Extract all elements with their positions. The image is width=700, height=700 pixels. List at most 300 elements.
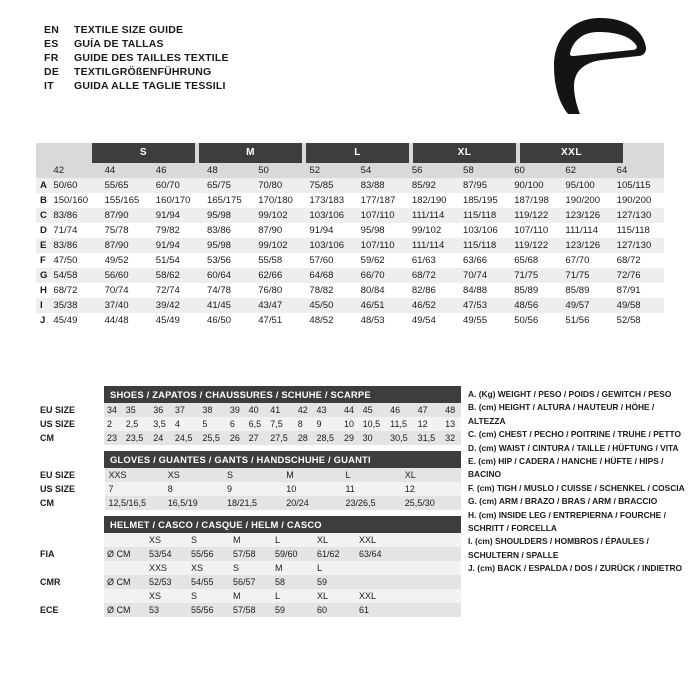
cell: 46/50 <box>203 313 254 328</box>
cell: 71/75 <box>561 268 612 283</box>
measurement-legend <box>468 388 688 576</box>
cell: 46 <box>387 403 415 417</box>
cell: 61/63 <box>408 253 459 268</box>
cell: 20/24 <box>283 496 342 510</box>
cell: 87/91 <box>613 283 664 298</box>
cell: 10 <box>283 482 342 496</box>
cell <box>104 561 146 575</box>
language-row <box>44 80 474 92</box>
cell: 47/53 <box>459 298 510 313</box>
cell: 48/52 <box>305 313 356 328</box>
cell: 55/65 <box>101 178 152 193</box>
cell: 107/110 <box>510 223 561 238</box>
cell: 25,5 <box>199 431 227 445</box>
cell: 85/89 <box>561 283 612 298</box>
cell: 70/74 <box>459 268 510 283</box>
cell: 95/98 <box>357 223 408 238</box>
row-label: CMR <box>36 575 104 589</box>
language-title: GUÍA DE TALLAS <box>74 38 164 50</box>
cell: 55/56 <box>188 603 230 617</box>
cell <box>356 575 398 589</box>
cell: 74/78 <box>203 283 254 298</box>
cell: 58/62 <box>152 268 203 283</box>
size-number: 56 <box>408 163 459 178</box>
cell: 115/118 <box>613 223 664 238</box>
language-title: GUIDE DES TAILLES TEXTILE <box>74 52 229 64</box>
legend-line: D. (cm) WAIST / CINTURA / TAILLE / HÜFTUNG / VITA <box>468 442 679 453</box>
cell: 84/88 <box>459 283 510 298</box>
size-band-spacer <box>36 143 92 163</box>
cell: 30 <box>360 431 388 445</box>
table-row <box>36 208 664 223</box>
cell: 123/126 <box>561 238 612 253</box>
cell: 49/58 <box>613 298 664 313</box>
cell: 53/56 <box>203 253 254 268</box>
row-label: US SIZE <box>36 417 104 431</box>
cell: 83/88 <box>357 178 408 193</box>
cell: 59/62 <box>357 253 408 268</box>
unit-cell: Ø CM <box>104 547 146 561</box>
cell: 12 <box>402 482 461 496</box>
table-row <box>36 313 664 328</box>
cell: 190/200 <box>613 193 664 208</box>
cell: 119/122 <box>510 208 561 223</box>
cell: 87/95 <box>459 178 510 193</box>
cell: 78/82 <box>305 283 356 298</box>
gloves-title: GLOVES / GUANTES / GANTS / HANDSCHUHE / GUANTI <box>104 451 461 468</box>
cell: 30,5 <box>387 431 415 445</box>
row-label: B <box>36 193 49 208</box>
cell: 45/49 <box>49 313 100 328</box>
table-row <box>36 468 461 482</box>
cell: XS <box>165 468 224 482</box>
table-row-head <box>36 533 461 547</box>
head-cell: S <box>188 533 230 547</box>
cell: 87/90 <box>101 208 152 223</box>
cell: 83/86 <box>203 223 254 238</box>
cell: 44/48 <box>101 313 152 328</box>
head-cell: M <box>230 589 272 603</box>
cell: 64/68 <box>305 268 356 283</box>
cell: 41 <box>267 403 295 417</box>
cell: L <box>342 468 401 482</box>
cell: 28,5 <box>313 431 341 445</box>
cell: 13 <box>442 417 461 431</box>
cell <box>104 589 146 603</box>
cell: 87/90 <box>101 238 152 253</box>
cell: 83/86 <box>49 238 100 253</box>
cell: 87/90 <box>254 223 305 238</box>
cell: 72/76 <box>613 268 664 283</box>
cell: 38 <box>199 403 227 417</box>
cell <box>398 589 461 603</box>
cell: 35 <box>123 403 151 417</box>
cell: 105/115 <box>613 178 664 193</box>
row-label: ECE <box>36 603 104 617</box>
cell: 182/190 <box>408 193 459 208</box>
cell: 56/60 <box>101 268 152 283</box>
cell: 5 <box>199 417 227 431</box>
cell: 49/55 <box>459 313 510 328</box>
cell: 61 <box>356 603 398 617</box>
cell: 160/170 <box>152 193 203 208</box>
cell: 111/114 <box>408 238 459 253</box>
row-label <box>36 163 49 178</box>
cell: 3,5 <box>150 417 172 431</box>
cell: 46/51 <box>357 298 408 313</box>
table-row <box>36 575 461 589</box>
cell: 10 <box>341 417 360 431</box>
cell: 75/85 <box>305 178 356 193</box>
cell: 8 <box>295 417 314 431</box>
cell: 45 <box>360 403 388 417</box>
cell: 95/98 <box>203 238 254 253</box>
cell: 103/106 <box>305 238 356 253</box>
language-code: IT <box>44 80 54 92</box>
row-label: CM <box>36 431 104 445</box>
cell: 32 <box>442 431 461 445</box>
cell: 165/175 <box>203 193 254 208</box>
legend-line: A. (Kg) WEIGHT / PESO / POIDS / GEWITCH / PESO <box>468 389 672 399</box>
table-row-size-numbers <box>36 163 664 178</box>
size-band-l: L <box>306 143 409 163</box>
size-number: 58 <box>459 163 510 178</box>
cell: 51/56 <box>561 313 612 328</box>
cell: 48 <box>442 403 461 417</box>
size-number: 46 <box>152 163 203 178</box>
cell: 34 <box>104 403 123 417</box>
cell: 111/114 <box>408 208 459 223</box>
row-label: US SIZE <box>36 482 105 496</box>
table-row <box>36 431 461 445</box>
cell: 54/55 <box>188 575 230 589</box>
cell: 68/72 <box>613 253 664 268</box>
row-label: I <box>36 298 49 313</box>
size-number: 64 <box>613 163 664 178</box>
cell: 48/56 <box>510 298 561 313</box>
cell: 63/64 <box>356 547 398 561</box>
cell: 57/58 <box>230 603 272 617</box>
cell: S <box>224 468 283 482</box>
cell <box>398 603 461 617</box>
cell: 60 <box>314 603 356 617</box>
legend-line: B. (cm) HEIGHT / ALTURA / HAUTEUR / HÖHE / ALTEZZA <box>468 402 655 426</box>
cell: 85/92 <box>408 178 459 193</box>
cell: 177/187 <box>357 193 408 208</box>
cell: 71/74 <box>49 223 100 238</box>
cell: 150/160 <box>49 193 100 208</box>
legend-line: G. (cm) ARM / BRAZO / BRAS / ARM / BRACCIO <box>468 496 658 507</box>
row-label <box>36 589 104 603</box>
cell: 99/102 <box>254 238 305 253</box>
cell: 60/70 <box>152 178 203 193</box>
table-row <box>36 496 461 510</box>
cell: 49/57 <box>561 298 612 313</box>
table-row <box>36 238 664 253</box>
language-code: EN <box>44 24 60 36</box>
cell: XXS <box>105 468 164 482</box>
head-cell: XXS <box>146 561 188 575</box>
cell: 99/102 <box>408 223 459 238</box>
cell: 75/78 <box>101 223 152 238</box>
table-row <box>36 253 664 268</box>
head-cell: M <box>272 561 314 575</box>
cell: 40 <box>246 403 268 417</box>
cell: 79/82 <box>152 223 203 238</box>
cell: 91/94 <box>305 223 356 238</box>
cell: 66/70 <box>357 268 408 283</box>
row-label: H <box>36 283 49 298</box>
size-number: 48 <box>203 163 254 178</box>
shoes-title: SHOES / ZAPATOS / CHAUSSURES / SCHUHE / SCARPE <box>104 386 461 403</box>
cell: 71/75 <box>510 268 561 283</box>
cell: 55/58 <box>254 253 305 268</box>
table-row <box>36 417 461 431</box>
gloves-table <box>36 468 461 510</box>
cell <box>398 575 461 589</box>
size-band-m: M <box>199 143 302 163</box>
cell: 4 <box>172 417 200 431</box>
head-cell: S <box>230 561 272 575</box>
row-label: F <box>36 253 49 268</box>
shoes-table <box>36 403 461 445</box>
cell: 107/110 <box>357 238 408 253</box>
cell: 6,5 <box>246 417 268 431</box>
cell: 111/114 <box>561 223 612 238</box>
cell: 155/165 <box>101 193 152 208</box>
head-cell: S <box>188 589 230 603</box>
size-band-s: S <box>92 143 195 163</box>
cell: 27,5 <box>267 431 295 445</box>
cell: 7 <box>105 482 164 496</box>
language-code: DE <box>44 66 60 78</box>
cell: 11,5 <box>387 417 415 431</box>
cell: 11 <box>342 482 401 496</box>
cell: 2 <box>104 417 123 431</box>
cell: 190/200 <box>561 193 612 208</box>
cell: 12 <box>415 417 443 431</box>
cell: 16,5/19 <box>165 496 224 510</box>
cell: 10,5 <box>360 417 388 431</box>
size-number: 52 <box>305 163 356 178</box>
cell: 47/51 <box>254 313 305 328</box>
legend-line: C. (cm) CHEST / PECHO / POITRINE / TRUHE / PETTO <box>468 429 681 440</box>
cell: 50/56 <box>510 313 561 328</box>
cell: 27 <box>246 431 268 445</box>
head-cell: XL <box>314 533 356 547</box>
cell: 53/54 <box>146 547 188 561</box>
cell: 65/75 <box>203 178 254 193</box>
helmet-block <box>36 516 461 617</box>
cell: 55/56 <box>188 547 230 561</box>
size-number: 50 <box>254 163 305 178</box>
cell: 46/52 <box>408 298 459 313</box>
cell: 59 <box>272 603 314 617</box>
language-title: TEXTILGRÖßENFÜHRUNG <box>74 66 212 78</box>
cell: 107/110 <box>357 208 408 223</box>
cell: 23,5 <box>123 431 151 445</box>
size-number: 60 <box>510 163 561 178</box>
cell: 115/118 <box>459 208 510 223</box>
cell: 76/80 <box>254 283 305 298</box>
cell: 24 <box>150 431 172 445</box>
language-code: ES <box>44 38 59 50</box>
cell: 70/80 <box>254 178 305 193</box>
measurement-table <box>36 163 664 328</box>
table-row <box>36 193 664 208</box>
table-row <box>36 603 461 617</box>
racing-helmet-icon <box>546 16 654 120</box>
cell: 44 <box>341 403 360 417</box>
cell: 47 <box>415 403 443 417</box>
legend-line: H. (cm) INSIDE LEG / ENTREPIERNA / FOURCHE / <box>468 509 666 520</box>
cell: 39 <box>227 403 246 417</box>
cell: 72/74 <box>152 283 203 298</box>
row-label: J <box>36 313 49 328</box>
cell: 43/47 <box>254 298 305 313</box>
cell: 59 <box>314 575 356 589</box>
cell: 95/100 <box>561 178 612 193</box>
cell: 115/118 <box>459 238 510 253</box>
cell: 83/86 <box>49 208 100 223</box>
row-label: C <box>36 208 49 223</box>
helmet-table <box>36 533 461 617</box>
cell: 119/122 <box>510 238 561 253</box>
row-label <box>36 561 104 575</box>
table-row-head <box>36 589 461 603</box>
cell: 31,5 <box>415 431 443 445</box>
head-cell: L <box>272 533 314 547</box>
table-row <box>36 298 664 313</box>
table-row <box>36 403 461 417</box>
row-label: EU SIZE <box>36 468 105 482</box>
accessory-tables <box>36 386 461 623</box>
cell: 52/53 <box>146 575 188 589</box>
gloves-block <box>36 451 461 510</box>
size-number: 54 <box>357 163 408 178</box>
head-cell: XS <box>146 589 188 603</box>
size-band-xl: XL <box>413 143 516 163</box>
cell: 39/42 <box>152 298 203 313</box>
cell <box>356 561 398 575</box>
row-label: D <box>36 223 49 238</box>
cell: 68/72 <box>408 268 459 283</box>
cell: 29 <box>341 431 360 445</box>
cell: 95/98 <box>203 208 254 223</box>
cell: 67/70 <box>561 253 612 268</box>
cell: 37/40 <box>101 298 152 313</box>
table-row <box>36 547 461 561</box>
cell: 2,5 <box>123 417 151 431</box>
cell: 35/38 <box>49 298 100 313</box>
cell: 12,5/16,5 <box>105 496 164 510</box>
cell <box>398 561 461 575</box>
cell: 99/102 <box>254 208 305 223</box>
cell: 85/89 <box>510 283 561 298</box>
unit-cell: Ø CM <box>104 603 146 617</box>
cell: 103/106 <box>305 208 356 223</box>
language-row <box>44 66 474 78</box>
cell: 47/50 <box>49 253 100 268</box>
table-row <box>36 223 664 238</box>
cell: 170/180 <box>254 193 305 208</box>
cell: 70/74 <box>101 283 152 298</box>
cell: 56/57 <box>230 575 272 589</box>
row-label: EU SIZE <box>36 403 104 417</box>
cell: 127/130 <box>613 238 664 253</box>
size-number: 42 <box>49 163 100 178</box>
cell: 9 <box>224 482 283 496</box>
legend-line: I. (cm) SHOULDERS / HOMBROS / ÉPAULES / <box>468 536 649 547</box>
legend-line: J. (cm) BACK / ESPALDA / DOS / ZURÜCK / INDIETRO <box>468 563 683 574</box>
cell: 51/54 <box>152 253 203 268</box>
size-band-spacer <box>623 143 664 163</box>
legend-line: F. (cm) TIGH / MUSLO / CUISSE / SCHENKEL / COSCIA <box>468 482 685 493</box>
cell: 45/50 <box>305 298 356 313</box>
cell: 52/58 <box>613 313 664 328</box>
table-row <box>36 283 664 298</box>
cell: 54/58 <box>49 268 100 283</box>
head-cell: XL <box>314 589 356 603</box>
cell: 6 <box>227 417 246 431</box>
cell: 187/198 <box>510 193 561 208</box>
cell: 48/53 <box>357 313 408 328</box>
row-label: FIA <box>36 547 104 561</box>
head-cell: L <box>272 589 314 603</box>
size-number: 44 <box>101 163 152 178</box>
language-title: GUIDA ALLE TAGLIE TESSILI <box>74 80 226 92</box>
cell: 57/60 <box>305 253 356 268</box>
cell: 59/60 <box>272 547 314 561</box>
cell: M <box>283 468 342 482</box>
cell: 50/60 <box>49 178 100 193</box>
cell: 28 <box>295 431 314 445</box>
cell: 49/52 <box>101 253 152 268</box>
head-cell: XXL <box>356 589 398 603</box>
row-label: E <box>36 238 49 253</box>
head-cell: M <box>230 533 272 547</box>
cell: 36 <box>150 403 172 417</box>
legend-line: E. (cm) HIP / CADERA / HANCHE / HÜFTE / HIPS / BACINO <box>468 456 664 480</box>
cell: 91/94 <box>152 208 203 223</box>
cell: 24,5 <box>172 431 200 445</box>
head-cell: XS <box>146 533 188 547</box>
cell: 25,5/30 <box>402 496 461 510</box>
cell: 43 <box>313 403 341 417</box>
cell: 127/130 <box>613 208 664 223</box>
row-label <box>36 533 104 547</box>
cell <box>398 533 461 547</box>
table-row <box>36 268 664 283</box>
cell <box>104 533 146 547</box>
cell: 65/68 <box>510 253 561 268</box>
cell: 53 <box>146 603 188 617</box>
cell: 91/94 <box>152 238 203 253</box>
size-number: 62 <box>561 163 612 178</box>
cell: 123/126 <box>561 208 612 223</box>
cell: 26 <box>227 431 246 445</box>
cell: 60/64 <box>203 268 254 283</box>
head-cell: XS <box>188 561 230 575</box>
cell: 42 <box>295 403 314 417</box>
cell: 41/45 <box>203 298 254 313</box>
head-cell: XXL <box>356 533 398 547</box>
shoes-block <box>36 386 461 445</box>
cell: 18/21,5 <box>224 496 283 510</box>
header-language-list <box>44 24 474 94</box>
cell: 37 <box>172 403 200 417</box>
legend-line: SCHULTERN / SPALLE <box>468 549 559 560</box>
